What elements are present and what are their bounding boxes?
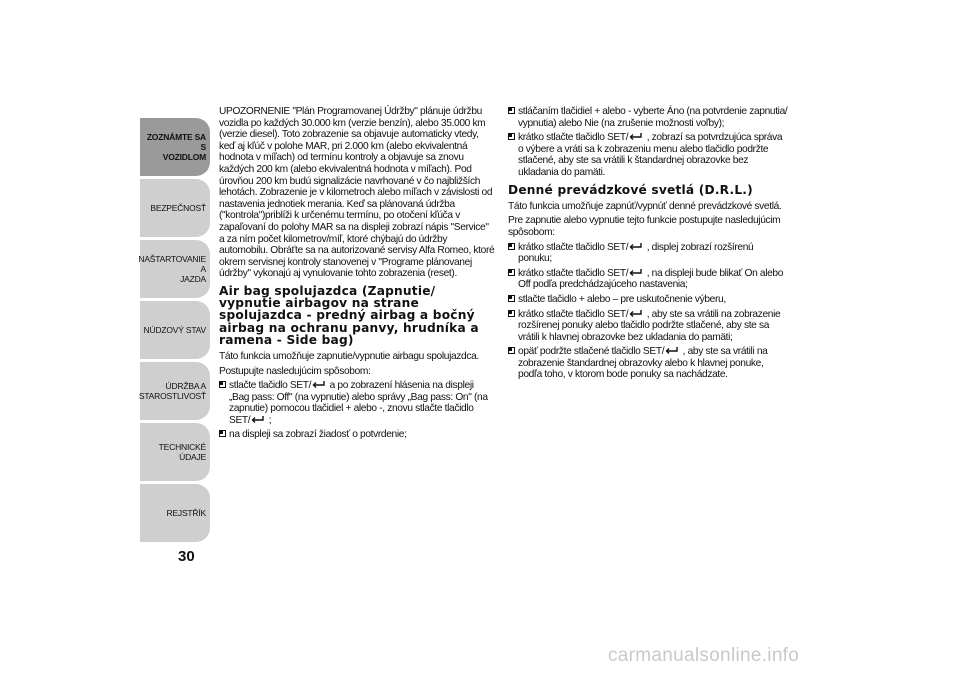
list-item: krátko stlačte tlačidlo SET/ , displej zobrazí rozšírenú ponuku; bbox=[508, 242, 788, 265]
tab-label: REJSTŘÍK bbox=[166, 508, 206, 518]
tab-label: ZOZNÁMTE SA S VOZIDLOM bbox=[146, 132, 206, 162]
bullet-box-icon bbox=[508, 295, 515, 302]
maintenance-warning: UPOZORNENIE "Plán Programovanej Údržby" plánuje údržbu vozidla po každých 30.000 km (verzie benzín), alebo 35.000 km (verzie diesel). Toto zobrazenie sa objavuje automaticky vtedy, keď aj kľúč v polohe MAR, pri 2.000 km (alebo ekvivalentná hodnota v míľach) od termínu kontroly a objavuje sa znovu každých 200 km (alebo ekvivalentná hodnota v míľach). Pod úrovňou 200 km budú signalizácie navrhované v čo najbližších lehotách. Zobrazenie je v kilometroch alebo míľach v závislosti od nastavenia jednotiek merania. Keď sa plánovaná údržba ("kontrola")priblíži k určenému termínu, po otočení kľúča v zapaľovaní do polohy MAR sa na displeji zobrazí nápis "Service" a za ním počet kilometrov/míľ, ktoré chýbajú do údržby automobilu. Obráťte sa na autorizované servisy Alfa Romeo, ktoré okrem servisnej kontroly stanovenej v "Programe plánovanej údržby" vykonajú aj vynulovanie tohto zobrazenia (reset). bbox=[219, 106, 495, 280]
left-column bbox=[219, 106, 495, 444]
right-column bbox=[508, 106, 788, 384]
tab-nastartovanie[interactable] bbox=[140, 240, 210, 298]
tab-udrzba[interactable] bbox=[140, 362, 210, 420]
bullet-box-icon bbox=[508, 243, 515, 250]
return-arrow-icon bbox=[628, 242, 644, 251]
return-arrow-icon bbox=[628, 309, 644, 318]
bullet-box-icon bbox=[219, 430, 226, 437]
tab-label: ÚDRŽBA A STAROSTLIVOSŤ bbox=[138, 381, 206, 401]
tab-label: TECHNICKÉ ÚDAJE bbox=[158, 442, 206, 462]
list-item: na displeji sa zobrazí žiadosť o potvrdenie; bbox=[219, 429, 495, 441]
list-item: opäť podržte stlačené tlačidlo SET/ , aby ste sa vrátili na zobrazenie štandardnej obrazovky alebo k hlavnej ponuke, podľa toho, v ktorom bode ponuky sa nachádzate. bbox=[508, 346, 788, 381]
list-item: stláčaním tlačidiel + alebo - vyberte Áno (na potvrdenie zapnutia/ vypnutia) alebo Nie (na zrušenie možnosti voľby); bbox=[508, 106, 788, 129]
tab-rejstrik[interactable] bbox=[140, 484, 210, 542]
airbag-intro: Táto funkcia umožňuje zapnutie/vypnutie airbagu spolujazdca. bbox=[219, 350, 479, 362]
bullet-box-icon bbox=[508, 347, 515, 354]
chapter-sidebar bbox=[140, 118, 210, 545]
return-arrow-icon bbox=[628, 268, 644, 277]
tab-nudzovy-stav[interactable] bbox=[140, 301, 210, 359]
bullet-box-icon bbox=[508, 107, 515, 114]
bullet-box-icon bbox=[508, 310, 515, 317]
bullet-box-icon bbox=[508, 269, 515, 276]
drl-heading: Denné prevádzkové svetlá (D.R.L.) bbox=[508, 182, 753, 197]
drl-intro: Táto funkcia umožňuje zapnúť/vypnúť denné prevádzkové svetlá. bbox=[508, 200, 782, 212]
list-item: krátko stlačte tlačidlo SET/ , na displeji bude blikať On alebo Off podľa predchádzajúceho nastavenia; bbox=[508, 268, 788, 291]
tab-label: NAŠTARTOVANIE A JAZDA bbox=[138, 254, 206, 284]
list-item: stlačte tlačidlo SET/ a po zobrazení hlásenia na displeji „Bag pass: Off" (na vypnutie) alebo správy „Bag pass: On" (na zapnutie) pomocou tlačidiel + alebo -, znovu stlačte tlačidlo SET/ ; bbox=[219, 380, 495, 426]
bullet-box-icon bbox=[219, 381, 226, 388]
bullet-box-icon bbox=[508, 133, 515, 140]
tab-label: BEZPEČNOSŤ bbox=[150, 203, 206, 213]
watermark: carmanualsonline.info bbox=[608, 645, 800, 666]
return-arrow-icon bbox=[664, 346, 680, 355]
list-item: krátko stlačte tlačidlo SET/ , aby ste sa vrátili na zobrazenie rozšírenej ponuky alebo tlačidlo podržte stlačené, aby ste sa vrátili k hlavnej obrazovke bez ukladania do pamäti; bbox=[508, 309, 788, 344]
tab-bezpecnost[interactable] bbox=[140, 179, 210, 237]
list-item: krátko stlačte tlačidlo SET/ , zobrazí sa potvrdzujúca správa o výbere a vráti sa k zobrazeniu menu alebo tlačidlo podržte stlačené, aby ste sa vrátili k štandardnej obrazovke bez ukladania do pamäti. bbox=[508, 132, 788, 178]
return-arrow-icon bbox=[628, 132, 644, 141]
return-arrow-icon bbox=[250, 415, 266, 424]
airbag-procedure: Postupujte nasledujúcim spôsobom: bbox=[219, 365, 371, 377]
tab-zoznamte-sa[interactable] bbox=[140, 118, 210, 176]
tab-technicke-udaje[interactable] bbox=[140, 423, 210, 481]
page-number: 30 bbox=[178, 548, 195, 565]
list-item: stlačte tlačidlo + alebo – pre uskutočnenie výberu, bbox=[508, 294, 788, 306]
airbag-heading: Air bag spolujazdca (Zapnutie/ vypnutie airbagov na strane spolujazdca - predný airbag a bočný airbag na ochranu panvy, hrudníka a ramena - Side bag) bbox=[219, 283, 479, 347]
drl-procedure: Pre zapnutie alebo vypnutie tejto funkcie postupujte nasledujúcim spôsobom: bbox=[508, 215, 781, 238]
tab-label: NÚDZOVÝ STAV bbox=[143, 325, 206, 335]
return-arrow-icon bbox=[311, 380, 327, 389]
